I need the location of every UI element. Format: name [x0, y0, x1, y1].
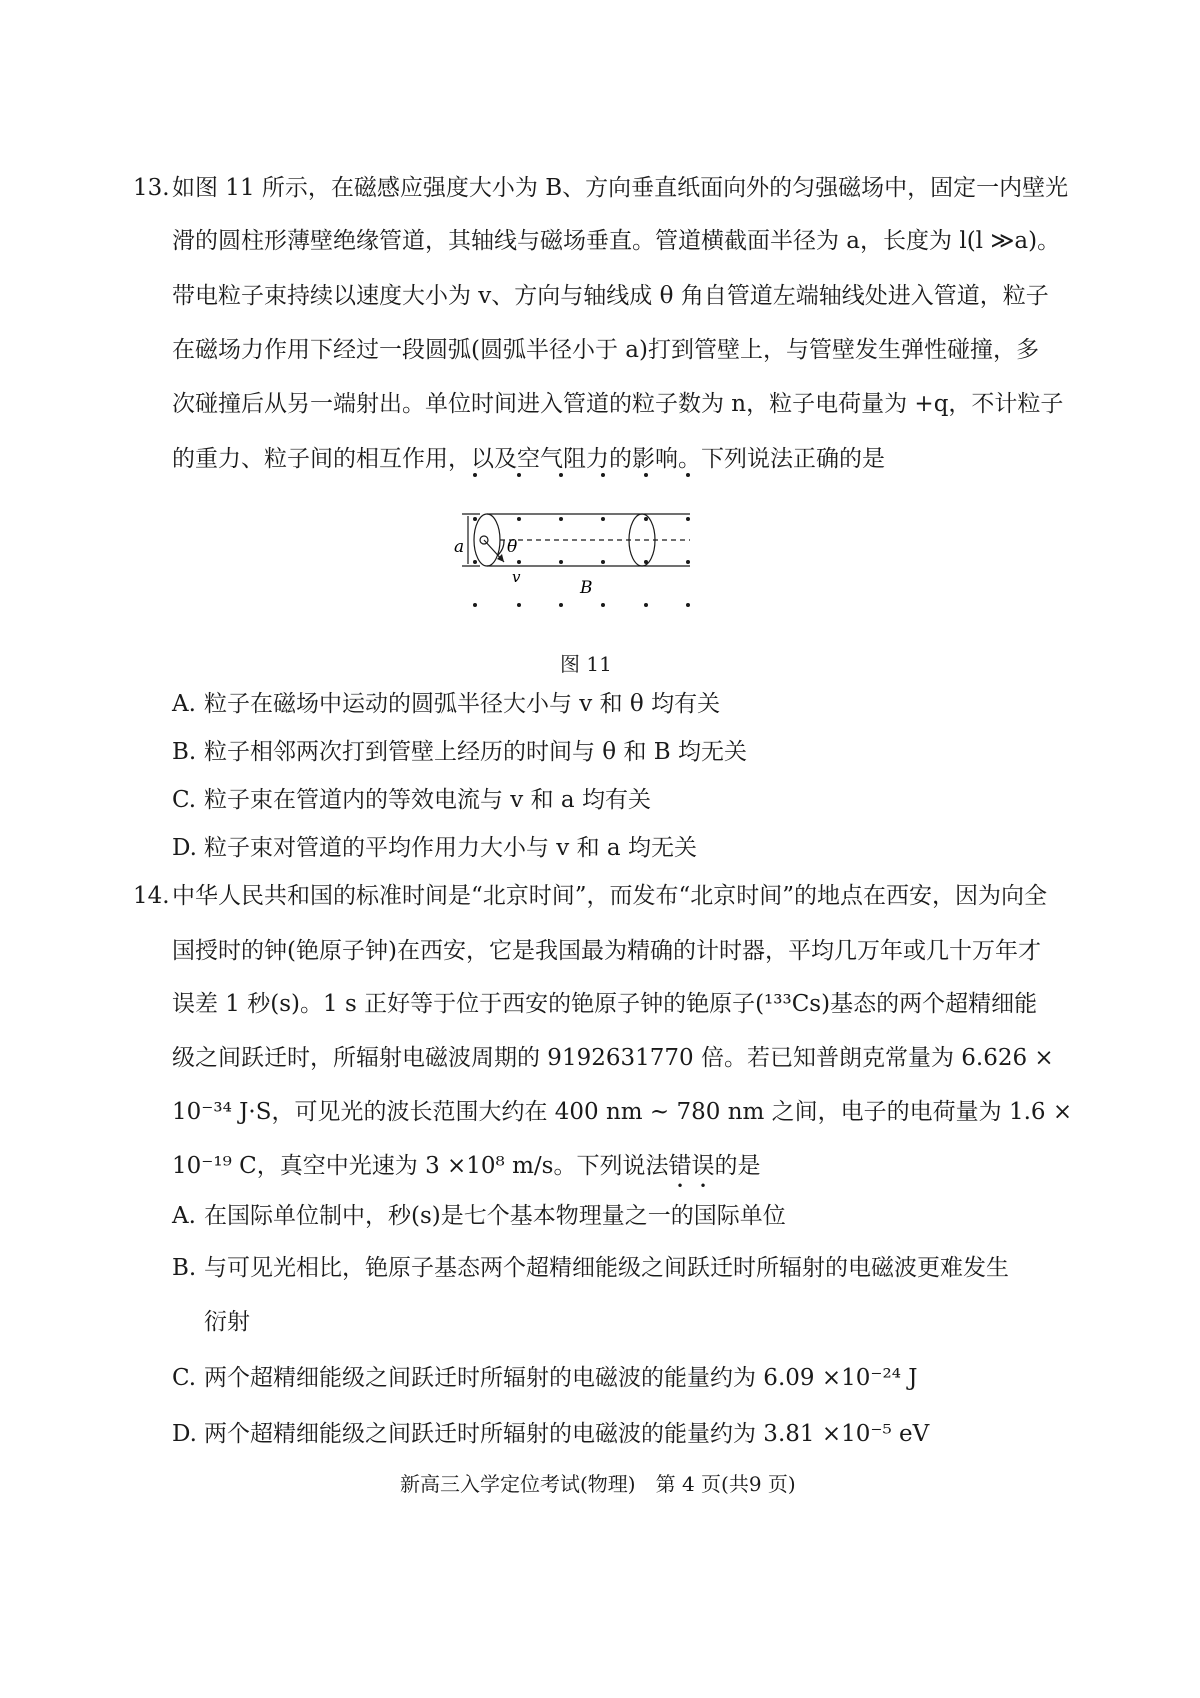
label-B: B	[580, 578, 593, 598]
q14-option-d	[172, 1418, 929, 1450]
q13-line-2: 滑的圆柱形薄壁绝缘管道，其轴线与磁场垂直。管道横截面半径为 a，长度为 l(l ≫a)。	[172, 228, 1061, 254]
option-label: C.	[172, 1365, 197, 1391]
label-theta: θ	[507, 537, 518, 557]
q13-option-c	[172, 784, 651, 816]
page-footer: 新高三入学定位考试(物理) 第 4 页(共9 页)	[400, 1472, 796, 1496]
option-label: B.	[172, 739, 197, 765]
q13-option-d	[172, 832, 697, 864]
q14-option-a	[172, 1200, 786, 1232]
q13-line-1: 如图 11 所示，在磁感应强度大小为 B、方向垂直纸面向外的匀强磁场中，固定一内壁光	[172, 175, 1069, 201]
option-text: 粒子束在管道内的等效电流与 v 和 a 均有关	[204, 787, 651, 813]
label-a: a	[454, 537, 465, 557]
option-label: C.	[172, 787, 197, 813]
option-label: A.	[172, 691, 196, 717]
q14-line-1: 中华人民共和国的标准时间是“北京时间”，而发布“北京时间”的地点在西安，因为向全	[172, 883, 1048, 909]
option-label: D.	[172, 1421, 197, 1447]
option-text: 粒子束对管道的平均作用力大小与 v 和 a 均无关	[204, 835, 697, 861]
q13-line-4: 在磁场力作用下经过一段圆弧(圆弧半径小于 a)打到管壁上，与管壁发生弹性碰撞，多	[172, 337, 1039, 363]
option-label: A.	[172, 1203, 196, 1229]
pipe-outline	[462, 514, 690, 566]
q14-line-4: 级之间跃迁时，所辐射电磁波周期的 9192631770 倍。若已知普朗克常量为 6.626 ×	[172, 1045, 1054, 1071]
q14-line-6-prefix: 10⁻¹⁹ C，真空中光速为 3 ×10⁸ m/s。下列说法	[172, 1153, 669, 1179]
question-14-number: 14.	[133, 883, 170, 909]
q13-line-6: 的重力、粒子间的相互作用，以及空气阻力的影响。下列说法正确的是	[172, 446, 885, 472]
q13-line-3: 带电粒子束持续以速度大小为 v、方向与轴线成 θ 角自管道左端轴线处进入管道，粒子	[172, 283, 1049, 309]
option-text: 两个超精细能级之间跃迁时所辐射的电磁波的能量约为 6.09 ×10⁻²⁴ J	[204, 1365, 918, 1391]
q14-option-c	[172, 1362, 917, 1394]
option-text: 粒子相邻两次打到管壁上经历的时间与 θ 和 B 均无关	[204, 739, 747, 765]
option-text: 粒子在磁场中运动的圆弧半径大小与 v 和 θ 均有关	[204, 691, 721, 717]
q14-option-b-continued	[172, 1306, 250, 1338]
q13-line-5: 次碰撞后从另一端射出。单位时间进入管道的粒子数为 n，粒子电荷量为 +q，不计粒子	[172, 391, 1064, 417]
q13-option-a	[172, 688, 720, 720]
option-text: 在国际单位制中，秒(s)是七个基本物理量之一的国际单位	[204, 1203, 786, 1229]
q14-line-5: 10⁻³⁴ J·S，可见光的波长范围大约在 400 nm ~ 780 nm 之间，电子的电荷量为 1.6 ×	[172, 1099, 1073, 1125]
option-text: 与可见光相比，铯原子基态两个超精细能级之间跃迁时所辐射的电磁波更难发生	[204, 1255, 1009, 1281]
q14-line-3: 误差 1 秒(s)。1 s 正好等于位于西安的铯原子钟的铯原子(¹³³Cs)基态的两个超精细能	[172, 991, 1038, 1017]
option-label: D.	[172, 835, 197, 861]
question-13-number: 13.	[133, 175, 170, 201]
label-v: v	[512, 568, 521, 586]
q14-line-2: 国授时的钟(铯原子钟)在西安，它是我国最为精确的计时器，平均几万年或几十万年才	[172, 938, 1041, 964]
q13-option-b	[172, 736, 747, 768]
q14-line-6-suffix: 的是	[714, 1153, 761, 1179]
option-text: 两个超精细能级之间跃迁时所辐射的电磁波的能量约为 3.81 ×10⁻⁵ eV	[204, 1421, 930, 1447]
figure-11-diagram	[440, 460, 710, 620]
option-text: 衍射	[204, 1309, 250, 1335]
q14-option-b	[172, 1252, 1009, 1284]
q14-line-6	[172, 1150, 760, 1193]
option-label: B.	[172, 1255, 197, 1281]
figure-11-caption: 图 11	[560, 652, 612, 676]
q14-emphasis-wrong: 错误	[668, 1153, 715, 1179]
